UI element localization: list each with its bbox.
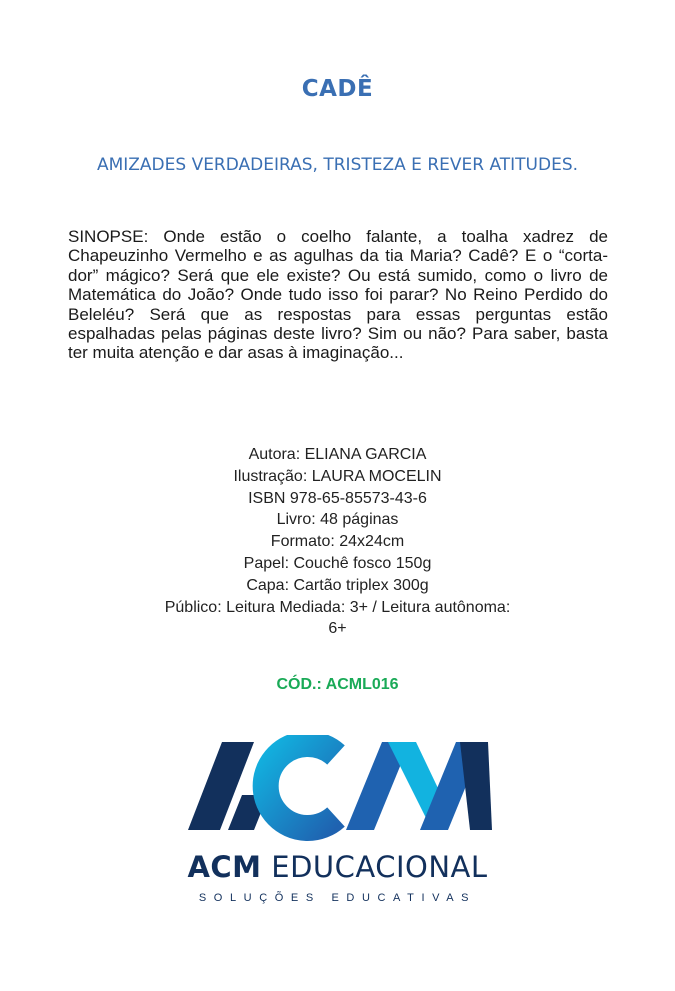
brand-bold: ACM — [187, 850, 262, 884]
brand-rest: EDUCACIONAL — [271, 850, 488, 884]
isbn-line: ISBN 978-65-85573-43-6 — [248, 489, 427, 507]
illustration-line: Ilustração: LAURA MOCELIN — [233, 467, 442, 485]
book-details — [160, 444, 515, 640]
author-line: Autora: ELIANA GARCIA — [248, 446, 427, 463]
synopsis-text: SINOPSE: Onde estão o coelho falante, a toalha xadrez de Chapeuzinho Vermelho e as agulhas da tia Maria? Cadê? E o “corta-dor” mágico? Será que ele existe? Ou está sumido, como o livro de Matemática do João? Onde tudo isso foi parar? No Reino Perdido do Beleléu? Será que as respostas para essas perguntas estão espalhadas pelas páginas deste livro? Sim ou não? Para saber, basta ter muita atenção e dar asas à imaginação... — [68, 227, 608, 363]
brand-tagline: SOLUÇÕES EDUCATIVAS — [198, 892, 477, 904]
paper-line: Papel: Couchê fosco 150g — [243, 554, 432, 572]
product-code: CÓD.: ACML016 — [276, 676, 399, 693]
brand-name — [0, 850, 675, 884]
format-line: Formato: 24x24cm — [270, 533, 405, 551]
pages-line: Livro: 48 páginas — [276, 511, 399, 529]
audience-line: Público: Leitura Mediada: 3+ / Leitura autônoma: 6+ — [164, 598, 511, 638]
cover-line: Capa: Cartão triplex 300g — [246, 576, 429, 594]
book-subtitle: AMIZADES VERDADEIRAS, TRISTEZA E REVER ATITUDES. — [96, 155, 579, 175]
book-title: CADÊ — [301, 76, 374, 102]
